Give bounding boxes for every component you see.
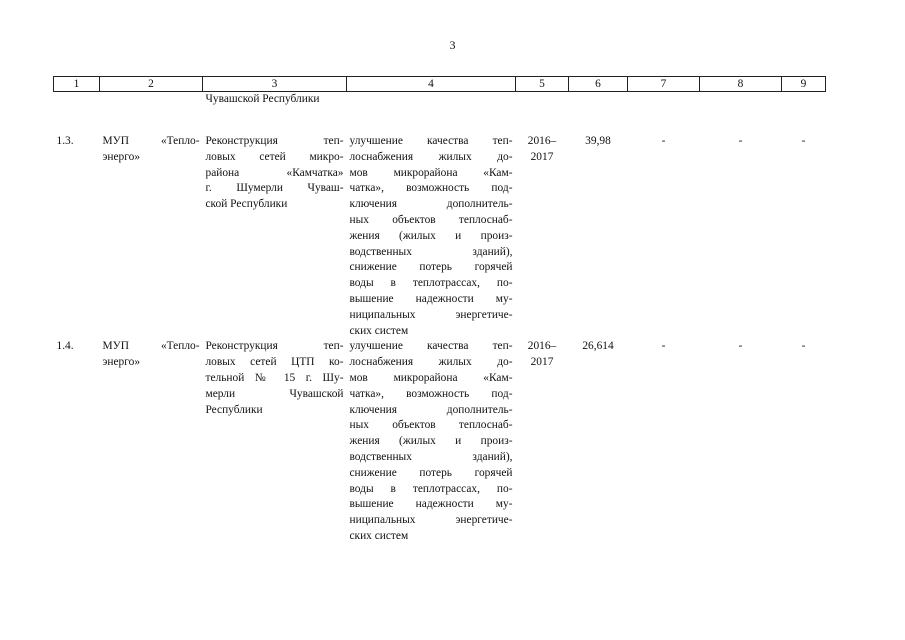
cell-line: ниципальных энергетиче- xyxy=(349,514,513,527)
cell-line: мов микрорайона «Кам- xyxy=(349,166,513,179)
cell-line: мерли Чувашской xyxy=(205,387,344,400)
cell-line: энерго» xyxy=(102,150,141,163)
cell-line: вышение надежности му- xyxy=(349,292,513,305)
cell-line: 2016– xyxy=(527,135,557,147)
continuation-row xyxy=(54,92,826,135)
years-cell xyxy=(516,339,569,544)
table-row xyxy=(54,134,826,339)
cell-line: воды в теплотрассах, по- xyxy=(349,277,513,290)
cell-line: чатка», возможность под- xyxy=(349,182,513,195)
cell-line: улучшение качества теп- xyxy=(349,135,513,147)
col7-cell: - xyxy=(661,135,666,147)
continuation-name-cell xyxy=(203,92,347,135)
cell-line: снижение потерь горячей xyxy=(349,466,513,479)
cell-line: ключения дополнитель- xyxy=(349,198,513,211)
goal-cell xyxy=(347,134,516,339)
col8-cell: - xyxy=(738,135,743,147)
col-header-6: 6 xyxy=(569,77,628,92)
cell-line: улучшение качества теп- xyxy=(349,340,513,353)
col9-cell: - xyxy=(801,340,806,353)
col-header-5: 5 xyxy=(516,77,569,92)
cell-line: лоснабжения жилых до- xyxy=(349,356,513,369)
col-header-4: 4 xyxy=(347,77,516,92)
cell-line: водственных зданий), xyxy=(349,245,513,258)
cell-line: Республики xyxy=(205,403,263,416)
cell-line: жения (жилых и произ- xyxy=(349,229,513,242)
cell-line: ных объектов теплоснаб- xyxy=(349,419,513,432)
cell-line: ловых сетей ЦТП ко- xyxy=(205,356,344,369)
cell-line: 2017 xyxy=(530,356,554,369)
col-header-3: 3 xyxy=(203,77,347,92)
cell-line: тельной № 15 г. Шу- xyxy=(205,371,344,384)
cell-line: ской Республики xyxy=(205,198,288,211)
organization-cell xyxy=(100,339,203,544)
cell-line: вышение надежности му- xyxy=(349,498,513,511)
col8-cell: - xyxy=(738,340,743,353)
cell-line: Чувашской Республики xyxy=(205,93,320,105)
cell-line: воды в теплотрассах, по- xyxy=(349,482,513,495)
cell-line: чатка», возможность под- xyxy=(349,387,513,400)
cell-line: жения (жилых и произ- xyxy=(349,435,513,448)
project-name-cell xyxy=(203,134,347,339)
cell-line: Реконструкция теп- xyxy=(205,340,344,353)
col-header-7: 7 xyxy=(628,77,700,92)
cell-line: снижение потерь горячей xyxy=(349,261,513,274)
col9-cell: - xyxy=(801,135,806,147)
cell-line: ниципальных энергетиче- xyxy=(349,308,513,321)
page-number: 3 xyxy=(449,38,456,52)
cell-line: МУП «Тепло- xyxy=(102,340,200,353)
cell-line: ключения дополнитель- xyxy=(349,403,513,416)
cell-line: Реконструкция теп- xyxy=(205,135,344,147)
goal-cell xyxy=(347,339,516,544)
cell-line: энерго» xyxy=(102,356,141,369)
table-row xyxy=(54,339,826,544)
cell-line: МУП «Тепло- xyxy=(102,135,200,147)
col-header-1: 1 xyxy=(54,77,100,92)
cell-line: ских систем xyxy=(349,529,409,542)
project-name-cell xyxy=(203,339,347,544)
col-header-9: 9 xyxy=(782,77,826,92)
col7-cell: - xyxy=(661,340,666,353)
years-cell xyxy=(516,134,569,339)
cell-line: лоснабжения жилых до- xyxy=(349,150,513,163)
cell-line: ных объектов теплоснаб- xyxy=(349,213,513,226)
program-table xyxy=(53,76,826,545)
column-number-header xyxy=(54,77,826,92)
amount-cell: 39,98 xyxy=(585,135,611,147)
amount-cell: 26,614 xyxy=(582,340,614,353)
organization-cell xyxy=(100,134,203,339)
row-number: 1.3. xyxy=(56,135,74,147)
cell-line: водственных зданий), xyxy=(349,450,513,463)
cell-line: ских систем xyxy=(349,324,409,337)
cell-line: района «Камчатка» xyxy=(205,166,344,179)
cell-line: г. Шумерли Чуваш- xyxy=(205,182,344,195)
cell-line: 2016– xyxy=(527,340,557,353)
cell-line: ловых сетей микро- xyxy=(205,150,344,163)
col-header-2: 2 xyxy=(100,77,203,92)
row-number: 1.4. xyxy=(56,340,74,353)
cell-line: 2017 xyxy=(530,150,554,163)
col-header-8: 8 xyxy=(700,77,782,92)
cell-line: мов микрорайона «Кам- xyxy=(349,371,513,384)
